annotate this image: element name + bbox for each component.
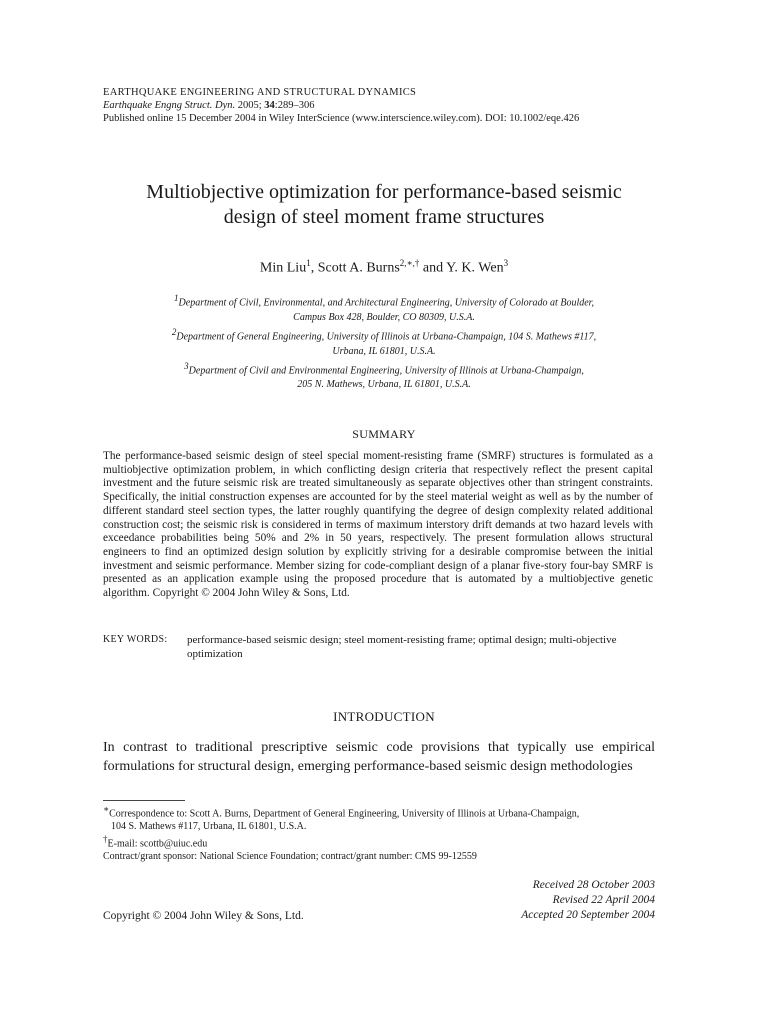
copyright-notice: Copyright © 2004 John Wiley & Sons, Ltd. bbox=[103, 910, 304, 922]
author-list bbox=[100, 258, 668, 277]
grant-sponsor: Contract/grant sponsor: National Science Foundation; contract/grant number: CMS 99-12559 bbox=[103, 851, 477, 862]
citation-year: 2005; bbox=[235, 100, 265, 111]
affiliation-1-line-1 bbox=[100, 291, 668, 311]
correspondence-address: 104 S. Mathews #117, Urbana, IL 61801, U.S.A. bbox=[111, 820, 307, 832]
affiliation-3-mark: 3 bbox=[184, 360, 189, 371]
affiliation-1-text: Department of Civil, Environmental, and Architectural Engineering, University of Colorado at Boulder, bbox=[178, 297, 594, 309]
accepted-date: Accepted 20 September 2004 bbox=[521, 909, 655, 921]
introduction-heading: INTRODUCTION bbox=[333, 709, 435, 724]
introduction-text: In contrast to traditional prescriptive seismic code provisions that typically use empirical formulations for structural design, emerging performance-based seismic design methodologies bbox=[103, 740, 655, 774]
affiliation-2-text: Department of General Engineering, University of Illinois at Urbana-Champaign, 104 S. Mathews #117, bbox=[176, 331, 597, 343]
summary-text: The performance-based seismic design of steel special moment-resisting frame (SMRF) structures is formulated as a multiobjective optimization problem, in which conflicting design criteria that respectively reflect the present capital investment and the future seismic risk are treated simultaneously as separate objectives other than stringent constraints. Specifically, the initial construction expenses are accounted for by the steel material weight as well as by the number of different standard steel section types, the latter roughly quantifying the degree of design complexity related additional construction cost; the seismic risk is considered in terms of maximum interstory drift demands at two hazard levels with exceedance probabilities being 50% and 2% in 50 years, respectively. The present formulation allows structural engineers to find an optimized design solution by explicitly striving for a desirable compromise between the initial investment and seismic performance. Member sizing for code-compliant design of a planar five-story four-bay SMRF is presented as an application example using the proposed procedure that is automated by a multiobjective genetic algorithm. Copyright © 2004 John Wiley & Sons, Ltd. bbox=[103, 450, 653, 600]
affiliation-3-line-1 bbox=[100, 359, 668, 379]
affiliation-2-line-1 bbox=[100, 325, 668, 345]
received-dates bbox=[521, 878, 655, 923]
affiliation-2-mark: 2 bbox=[171, 326, 177, 337]
email-mark: † bbox=[103, 834, 108, 845]
keywords-label: KEY WORDS: bbox=[103, 634, 168, 645]
email-footnote bbox=[103, 833, 663, 851]
received-date: Received 28 October 2003 bbox=[532, 879, 655, 891]
summary-heading: SUMMARY bbox=[352, 427, 416, 441]
author-1: Min Liu bbox=[259, 260, 307, 276]
author-3: and Y. K. Wen bbox=[419, 260, 504, 276]
citation-pages: :289–306 bbox=[274, 100, 315, 111]
journal-citation bbox=[103, 99, 314, 112]
footnotes bbox=[103, 803, 663, 851]
author-2: , Scott A. Burns bbox=[310, 260, 400, 276]
title-line-1: Multiobjective optimization for performance-based seismic bbox=[146, 181, 622, 203]
citation-journal: Earthquake Engng Struct. Dyn. bbox=[103, 100, 236, 111]
author-2-mark: 2,∗,† bbox=[399, 258, 420, 268]
correspondence-footnote bbox=[103, 803, 663, 821]
correspondence-mark: ∗ bbox=[103, 804, 110, 814]
email-text: E-mail: scottb@uiuc.edu bbox=[107, 838, 208, 850]
author-3-mark: 3 bbox=[503, 258, 509, 268]
affiliations bbox=[100, 291, 668, 393]
keywords-text: performance-based seismic design; steel moment-resisting frame; optimal design; multi-objective optimization bbox=[187, 634, 617, 660]
footnote-rule bbox=[103, 800, 185, 801]
title-line-2: design of steel moment frame structures bbox=[223, 206, 545, 228]
affiliation-1-line-2: Campus Box 428, Boulder, CO 80309, U.S.A. bbox=[293, 311, 475, 323]
affiliation-1-mark: 1 bbox=[174, 293, 179, 303]
author-1-mark: 1 bbox=[306, 258, 311, 268]
journal-name: EARTHQUAKE ENGINEERING AND STRUCTURAL DYNAMICS bbox=[103, 87, 417, 98]
citation-volume: 34 bbox=[264, 100, 275, 111]
affiliation-2-line-2: Urbana, IL 61801, U.S.A. bbox=[332, 345, 436, 357]
revised-date: Revised 22 April 2004 bbox=[552, 894, 655, 906]
publication-info: Published online 15 December 2004 in Wiley InterScience (www.interscience.wiley.com). DOI: 10.1002/eqe.426 bbox=[103, 113, 580, 124]
correspondence-text: Correspondence to: Scott A. Burns, Department of General Engineering, University of Illinois at Urbana-Champaign, bbox=[109, 808, 580, 820]
paper-title bbox=[100, 180, 668, 230]
affiliation-3-text: Department of Civil and Environmental Engineering, University of Illinois at Urbana-Champaign, bbox=[188, 365, 584, 377]
affiliation-3-line-2: 205 N. Mathews, Urbana, IL 61801, U.S.A. bbox=[297, 379, 471, 391]
